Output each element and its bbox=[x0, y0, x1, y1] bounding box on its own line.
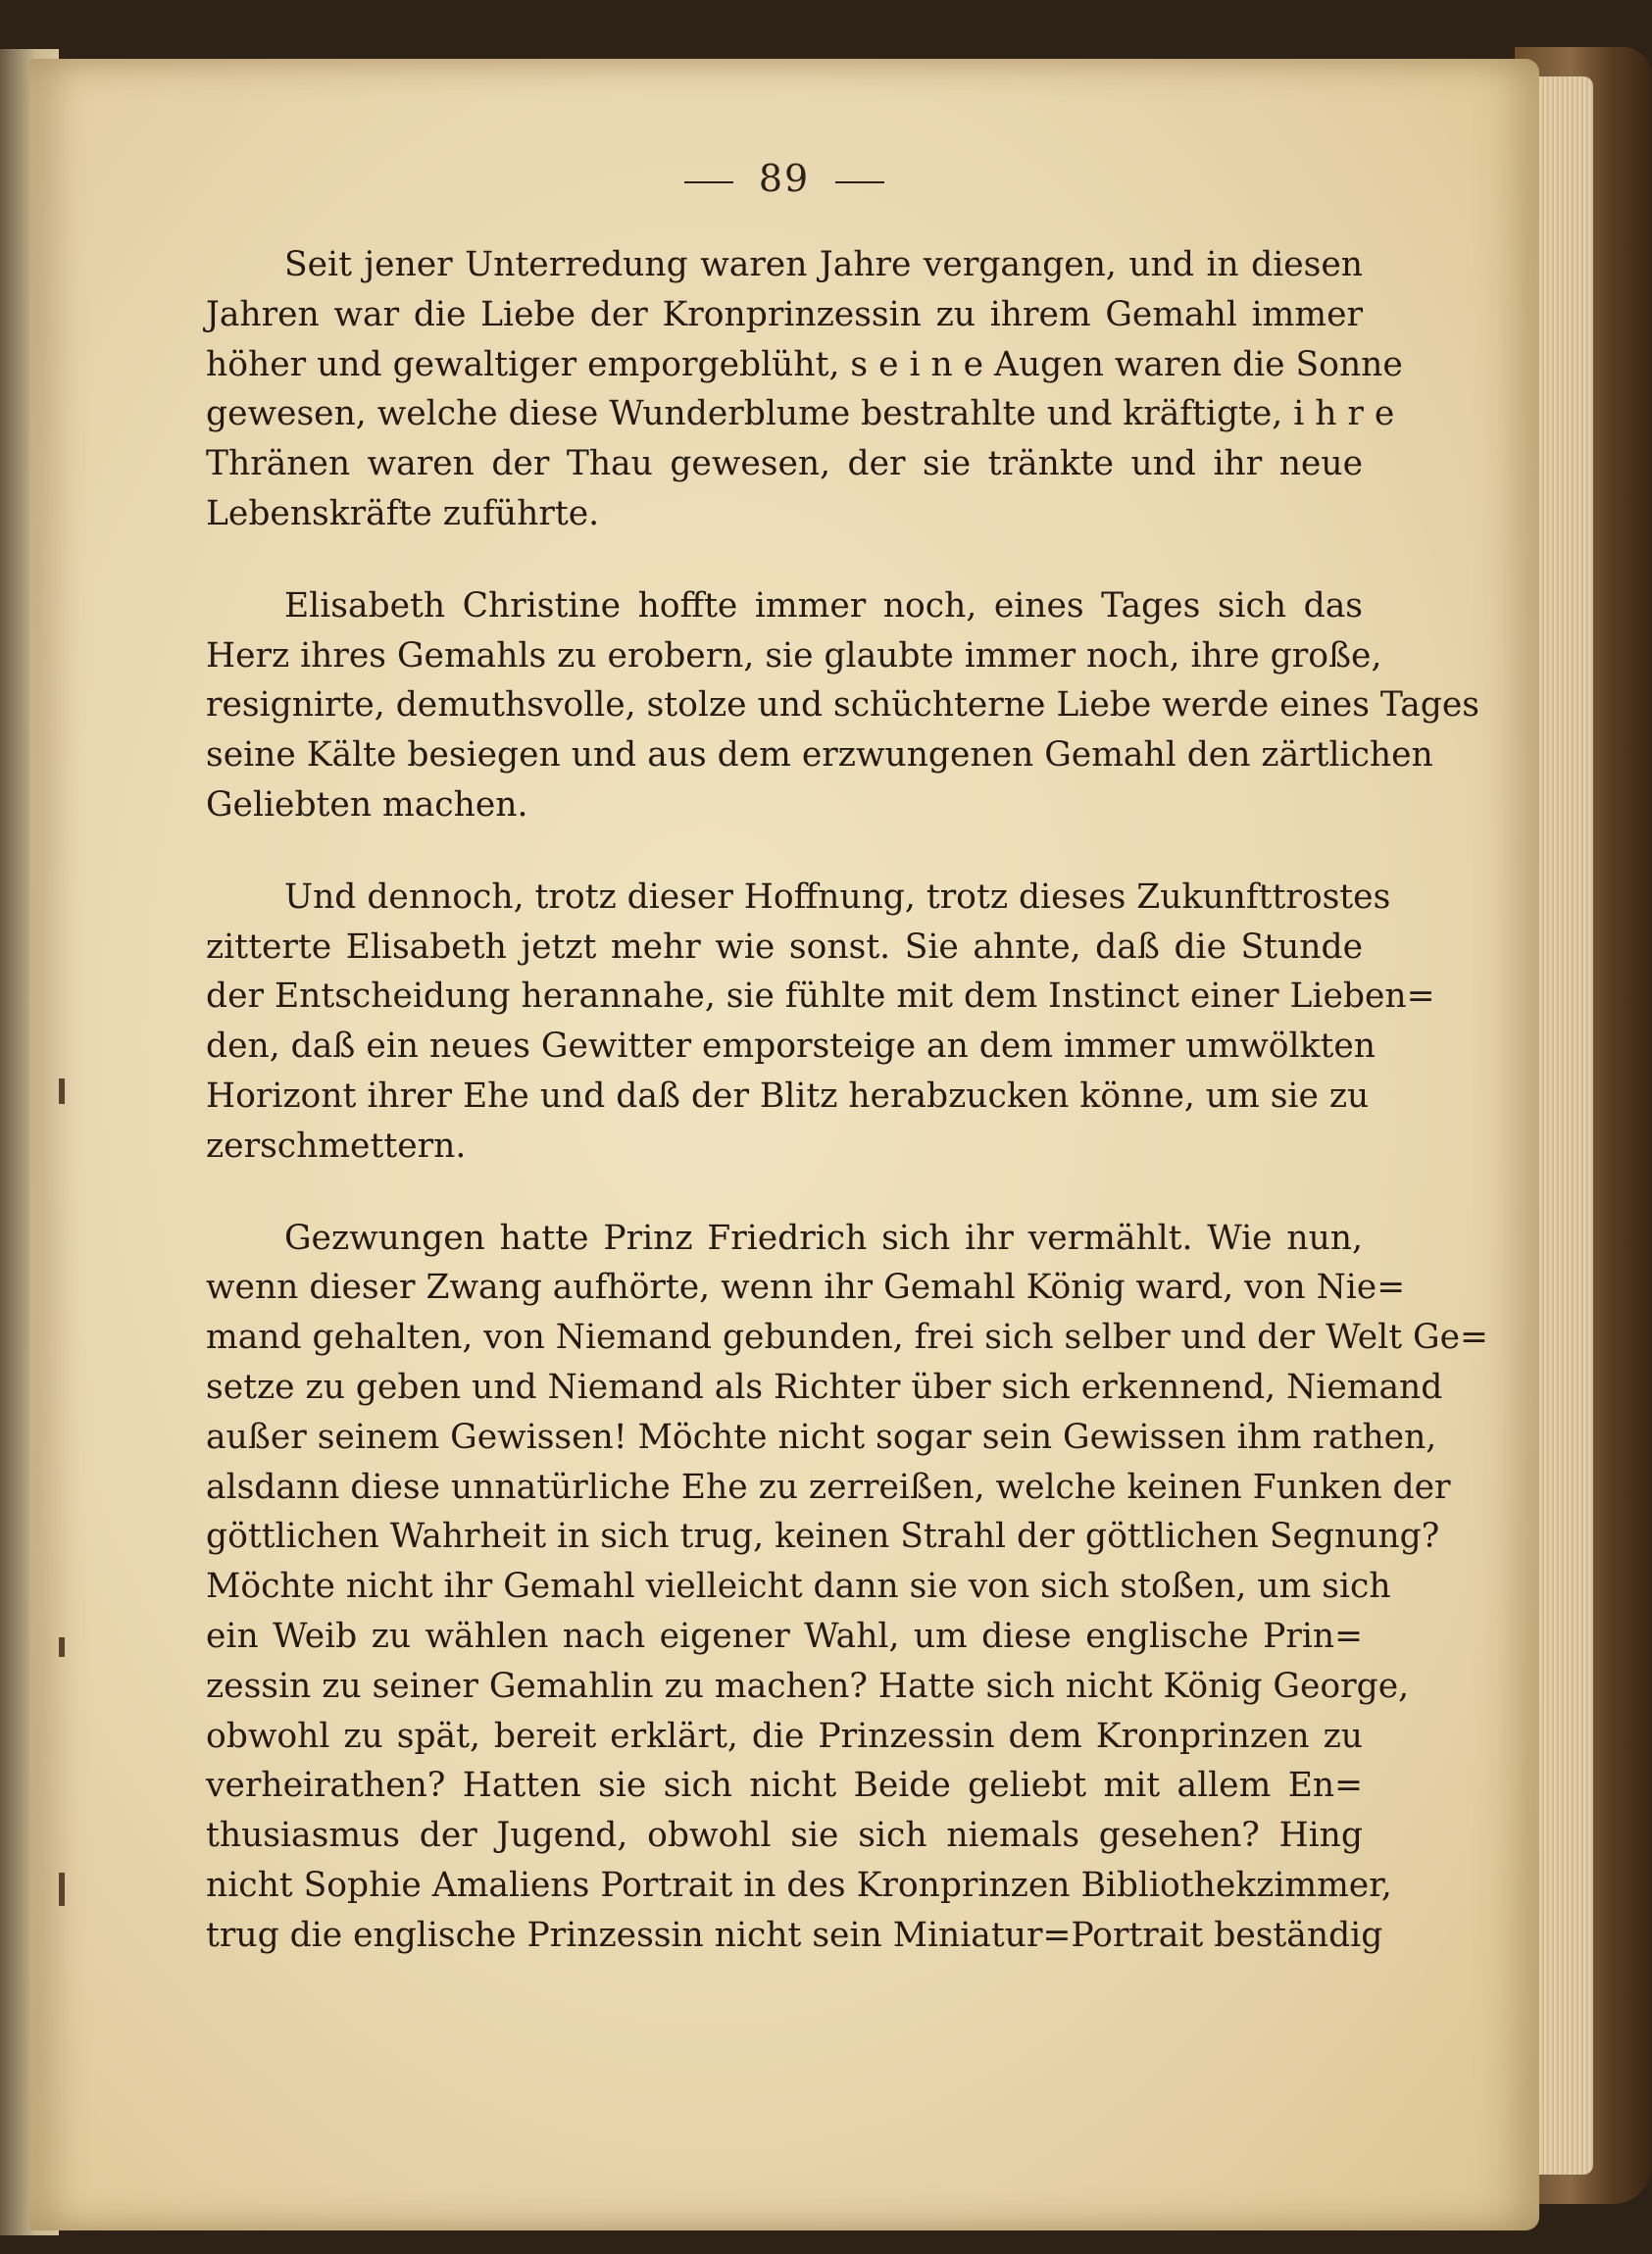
paragraph-3 bbox=[206, 873, 1435, 1172]
text-line: göttlichen Wahrheit in sich trug, keinen Strahl der göttlichen Segnung? bbox=[206, 1517, 1440, 1557]
text-line: den, daß ein neues Gewitter emporsteige an dem immer umwölkten bbox=[206, 1027, 1376, 1067]
text-line: Seit jener Unterredung waren Jahre vergangen, und in diesen bbox=[284, 245, 1363, 284]
text-line: der Entscheidung herannahe, sie fühlte mit dem Instinct einer Lieben= bbox=[206, 977, 1435, 1017]
text-line: obwohl zu spät, bereit erklärt, die Prinzessin dem Kronprinzen zu bbox=[206, 1716, 1363, 1756]
text-line: resignirte, demuthsvolle, stolze und schüchterne Liebe werde eines Tages bbox=[206, 685, 1480, 726]
text-line: zessin zu seiner Gemahlin zu machen? Hatte sich nicht König George, bbox=[206, 1666, 1410, 1706]
text-line: gewesen, welche diese Wunderblume bestrahlte und kräftigte, i h r e bbox=[206, 394, 1395, 434]
page-number-value: 89 bbox=[758, 157, 811, 200]
text-line: alsdann diese unnatürliche Ehe zu zerreißen, welche keinen Funken der bbox=[206, 1467, 1451, 1507]
text-line: Gezwungen hatte Prinz Friedrich sich ihr vermählt. Wie nun, bbox=[284, 1218, 1363, 1258]
margin-binding-mark bbox=[59, 1637, 65, 1657]
text-line: Herz ihres Gemahls zu erobern, sie glaubte immer noch, ihre große, bbox=[206, 635, 1382, 676]
paragraph-4 bbox=[206, 1214, 1488, 1961]
paragraph-1 bbox=[206, 240, 1403, 539]
text-line: mand gehalten, von Niemand gebunden, frei sich selber und der Welt Ge= bbox=[206, 1318, 1488, 1358]
text-line: Und dennoch, trotz dieser Hoffnung, trotz dieses Zukunfttrostes bbox=[284, 877, 1391, 917]
paragraph-2 bbox=[206, 581, 1480, 830]
text-line: verheirathen? Hatten sie sich nicht Beide geliebt mit allem En= bbox=[206, 1766, 1363, 1806]
text-line: wenn dieser Zwang aufhörte, wenn ihr Gemahl König ward, von Nie= bbox=[206, 1268, 1406, 1308]
dash-right bbox=[835, 181, 884, 183]
text-line: Thränen waren der Thau gewesen, der sie tränkte und ihr neue bbox=[206, 444, 1363, 484]
margin-binding-mark bbox=[59, 1873, 65, 1906]
text-line: thusiasmus der Jugend, obwohl sie sich niemals gesehen? Hing bbox=[206, 1816, 1363, 1856]
text-line: zitterte Elisabeth jetzt mehr wie sonst. Sie ahnte, daß die Stunde bbox=[206, 927, 1363, 967]
text-line: Jahren war die Liebe der Kronprinzessin zu ihrem Gemahl immer bbox=[206, 294, 1363, 334]
text-line: Geliebten machen. bbox=[206, 784, 528, 825]
text-line: Horizont ihrer Ehe und daß der Blitz herabzucken könne, um sie zu bbox=[206, 1076, 1370, 1116]
text-line: setze zu geben und Niemand als Richter über sich erkennend, Niemand bbox=[206, 1367, 1443, 1407]
dash-left bbox=[684, 181, 733, 183]
text-line: seine Kälte besiegen und aus dem erzwungenen Gemahl den zärtlichen bbox=[206, 735, 1433, 776]
text-line: außer seinem Gewissen! Möchte nicht sogar sein Gewissen ihm rathen, bbox=[206, 1417, 1437, 1457]
text-line: zerschmettern. bbox=[206, 1126, 467, 1166]
text-line: höher und gewaltiger emporgeblüht, s e i n e Augen waren die Sonne bbox=[206, 344, 1403, 384]
text-line: ein Weib zu wählen nach eigener Wahl, um diese englische Prin= bbox=[206, 1616, 1363, 1656]
text-line: Elisabeth Christine hoffte immer noch, eines Tages sich das bbox=[284, 585, 1363, 626]
text-line: Möchte nicht ihr Gemahl vielleicht dann sie von sich stoßen, um sich bbox=[206, 1567, 1391, 1607]
book-page bbox=[29, 59, 1539, 2230]
text-line: trug die englische Prinzessin nicht sein Miniatur=Portrait beständig bbox=[206, 1915, 1383, 1955]
text-line: Lebenskräfte zuführte. bbox=[206, 493, 600, 533]
body-text bbox=[206, 240, 1488, 2003]
page-number bbox=[29, 157, 1539, 200]
text-line: nicht Sophie Amaliens Portrait in des Kronprinzen Bibliothekzimmer, bbox=[206, 1865, 1392, 1905]
margin-binding-mark bbox=[59, 1078, 65, 1104]
